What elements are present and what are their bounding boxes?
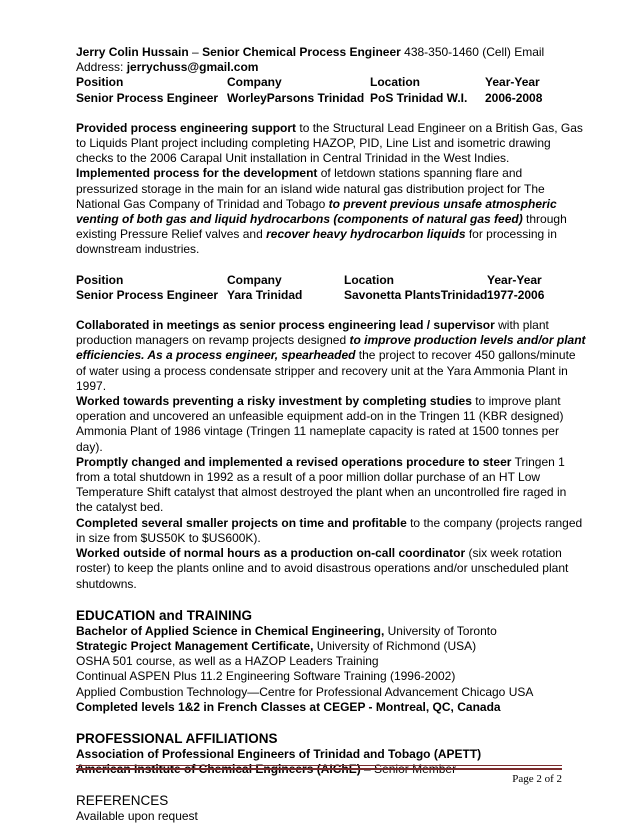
job1-desc-line <box>76 227 566 242</box>
affiliation-item-text: Association of Professional Engineers of Trinidad and Tobago (APETT) <box>76 746 482 761</box>
job2-desc-line <box>76 531 566 546</box>
job1-years: 2006-2008 <box>485 90 543 105</box>
job2-desc-line <box>76 348 576 363</box>
affiliations-list <box>76 747 566 777</box>
job2-desc-text: Worked towards preventing a risky investment by completing studies <box>76 394 472 409</box>
job2-desc-text: to improve plant <box>471 394 561 409</box>
job2-desc-line <box>76 455 566 470</box>
education-item-text: University of Richmond (USA) <box>313 638 477 653</box>
job2-desc-line <box>76 577 566 592</box>
education-item-text: Completed levels 1&2 in French Classes at CEGEP - Montreal, QC, Canada <box>76 699 501 714</box>
footer-divider-thick <box>76 768 562 770</box>
affiliation-item-text: American Institute of Chemical Engineers (AIChE) <box>76 762 361 777</box>
job1-desc-text: existing Pressure Relief valves and <box>76 227 267 242</box>
job1-desc-line <box>76 136 566 151</box>
affiliation-item-text: – Senior Member <box>360 762 457 777</box>
job1-desc-text: Provided process engineering support <box>76 120 297 135</box>
job2-desc-line <box>76 333 586 348</box>
references-heading: REFERENCES <box>76 793 169 809</box>
candidate-phone: 438-350-1460 (Cell) Email <box>400 45 545 59</box>
job1-desc-line <box>76 120 583 136</box>
job2-desc-line <box>76 394 566 409</box>
job1-description <box>76 120 583 258</box>
education-item-text: Applied Combustion Technology—Centre for Professional Advancement Chicago USA <box>76 684 534 699</box>
job2-desc-line <box>76 318 566 333</box>
job2-desc-line <box>76 424 566 439</box>
education-item-text: Continual ASPEN Plus 11.2 Engineering Software Training (1996-2002) <box>76 669 456 684</box>
header-line-1 <box>76 45 566 60</box>
job2-desc-text: to improve production levels and/or plant <box>349 333 586 348</box>
job1-row <box>76 91 566 106</box>
job2-table-header <box>76 273 566 288</box>
education-item-line <box>76 669 566 684</box>
job2-desc-text: Temperature Shift catalyst that almost destroyed the plant when an uncontrolled fire raged in <box>76 485 567 500</box>
job2-desc-text: of water using a process condensate stripper and recovery unit at the Yara Ammonia Plant in <box>76 363 568 378</box>
job2-description <box>76 318 586 592</box>
job2-desc-text: with plant <box>494 318 549 333</box>
job2-desc-text: roster) to keep the plants online and to avoid disastrous operations and/or unscheduled plant <box>76 561 569 576</box>
job1-desc-text: recover heavy hydrocarbon liquids <box>266 227 466 242</box>
col-location: Location <box>344 272 394 287</box>
job2-desc-text: to the company (projects ranged <box>406 515 583 530</box>
job2-desc-text: 1997. <box>76 378 107 393</box>
job2-desc-text: Ammonia Plant of 1986 vintage (Tringen 11 nameplate capacity is rated at 1500 tonnes per <box>76 424 559 439</box>
job2-desc-text: production managers on revamp projects designed <box>76 333 350 348</box>
job2-position: Senior Process Engineer <box>76 287 219 302</box>
job1-desc-text: venting of both gas and liquid hydrocarbons (components of natural gas feed) <box>76 212 523 227</box>
job2-desc-text: Completed several smaller projects on time and profitable <box>76 515 407 530</box>
job1-location: PoS Trinidad W.I. <box>370 90 468 105</box>
job2-desc-line <box>76 515 583 531</box>
education-heading: EDUCATION and TRAINING <box>76 607 252 623</box>
candidate-email: jerrychuss@gmail.com <box>126 60 259 75</box>
col-company: Company <box>227 272 282 287</box>
footer-divider <box>76 765 562 766</box>
job1-desc-text: National Gas Company of Trinidad and Tobago <box>76 196 329 211</box>
job2-desc-text: Worked outside of normal hours as a production on-call coordinator <box>76 546 466 561</box>
header-line-2 <box>76 60 566 75</box>
job2-desc-text: day). <box>76 439 103 454</box>
job2-desc-text: (six week rotation <box>465 546 562 561</box>
col-location: Location <box>370 75 420 90</box>
job1-desc-text: for processing in <box>465 227 557 242</box>
job1-desc-line <box>76 242 566 257</box>
job2-desc-text: Tringen 1 <box>511 454 565 469</box>
job2-desc-line <box>76 379 566 394</box>
job1-desc-text: Implemented process for the development <box>76 166 318 181</box>
education-item-text: Strategic Project Management Certificate, <box>76 638 314 653</box>
job1-desc-line <box>76 197 566 212</box>
job1-desc-text: of letdown stations spanning flare and <box>317 166 523 181</box>
education-item-line <box>76 639 566 654</box>
job1-desc-text: to Liquids Plant project including completing HAZOP, PID, Line List and isometric drawing <box>76 136 551 151</box>
job1-desc-text: pressurized storage in the main for an island wide natural gas distribution project for The <box>76 181 545 196</box>
candidate-title: Senior Chemical Process Engineer <box>202 45 401 59</box>
job2-desc-text: efficiencies. As a process engineer, spearheaded <box>76 348 356 363</box>
job1-desc-line <box>76 182 566 197</box>
affiliations-heading: PROFESSIONAL AFFILIATIONS <box>76 730 278 746</box>
col-position: Position <box>76 75 124 90</box>
col-year: Year-Year <box>485 75 540 90</box>
job2-desc-line <box>76 546 566 561</box>
job2-desc-line <box>76 561 569 576</box>
resume-page <box>76 45 586 825</box>
header-separator: – <box>188 45 203 59</box>
job1-position: Senior Process Engineer <box>76 90 219 105</box>
job1-desc-text: downstream industries. <box>76 242 200 257</box>
job1-desc-text: through <box>522 212 567 227</box>
education-item-line <box>76 700 566 715</box>
job2-years: 1977-2006 <box>487 287 545 302</box>
job1-desc-text: to the Structural Lead Engineer on a British Gas, Gas <box>296 120 583 135</box>
page-number: Page 2 of 2 <box>512 773 562 785</box>
job2-row <box>76 288 566 303</box>
job1-desc-line <box>76 151 566 166</box>
education-item-text: OSHA 501 course, as well as a HAZOP Leaders Training <box>76 654 379 669</box>
job2-desc-text: the catalyst bed. <box>76 500 164 515</box>
job2-desc-line <box>76 470 566 485</box>
job2-desc-text: Promptly changed and implemented a revised operations procedure to steer <box>76 454 512 469</box>
col-year: Year-Year <box>487 272 542 287</box>
job1-table-header <box>76 75 566 90</box>
references-text: Available upon request <box>76 809 198 824</box>
education-item-line <box>76 685 566 700</box>
job2-desc-line <box>76 364 566 379</box>
col-company: Company <box>227 75 282 90</box>
job2-desc-line <box>76 500 566 515</box>
job2-company: Yara Trinidad <box>227 287 303 302</box>
education-item-line <box>76 624 566 639</box>
candidate-name: Jerry Colin Hussain <box>76 45 189 59</box>
job1-desc-text: checks to the 2006 Carapal Unit installation in Central Trinidad in the West Indies. <box>76 151 510 166</box>
job2-desc-text: shutdowns. <box>76 576 137 591</box>
job2-desc-text: Collaborated in meetings as senior process engineering lead / supervisor <box>76 318 495 333</box>
job2-location: Savonetta PlantsTrinidad <box>344 287 488 302</box>
job2-desc-text: the project to recover 450 gallons/minute <box>355 348 576 363</box>
job2-desc-text: operation and uncovered an unfeasible equipment add-on in the Tringen 11 (KBR designed) <box>76 409 564 424</box>
education-list <box>76 624 566 715</box>
job2-desc-line <box>76 485 566 500</box>
job1-company: WorleyParsons Trinidad <box>227 90 365 105</box>
education-item-text: Bachelor of Applied Science in Chemical Engineering, <box>76 623 385 638</box>
job2-desc-text: from a total shutdown in 1992 as a result of a poor million dollar purchase of an HT Low <box>76 470 541 485</box>
education-item-line <box>76 654 566 669</box>
affiliation-item-line <box>76 747 566 762</box>
job1-desc-line <box>76 166 566 181</box>
job1-desc-text: to prevent previous unsafe atmospheric <box>328 196 557 211</box>
job2-desc-text: in size from $US50K to $US600K). <box>76 530 261 545</box>
job2-desc-line <box>76 440 566 455</box>
job2-desc-line <box>76 409 566 424</box>
col-position: Position <box>76 272 124 287</box>
education-item-text: University of Toronto <box>384 623 497 638</box>
address-label: Address: <box>76 60 127 75</box>
job1-desc-line <box>76 212 566 227</box>
